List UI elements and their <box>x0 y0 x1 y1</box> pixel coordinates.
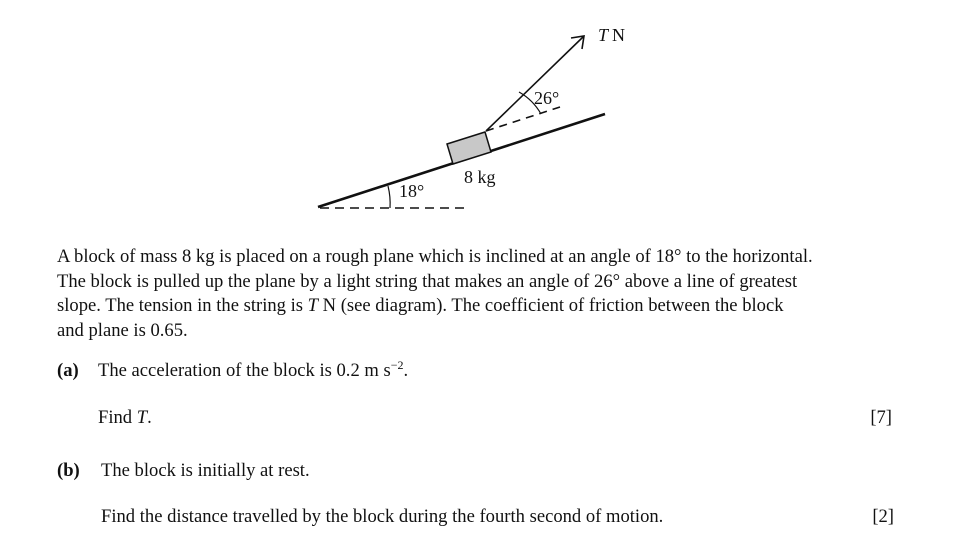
incline-angle-label: 18° <box>399 181 425 201</box>
part-a-task-b: . <box>147 407 152 428</box>
tension-label-var: T <box>598 25 609 45</box>
stem-line-3-var: T <box>307 295 318 316</box>
question-stem <box>57 245 895 343</box>
part-a-statement-exp: −2 <box>390 358 404 372</box>
stem-line-3 <box>57 294 895 319</box>
stem-line-2: The block is pulled up the plane by a light string that makes an angle of 26° above a line of greatest <box>57 270 798 292</box>
part-b-task: Find the distance travelled by the block during the fourth second of motion. <box>101 506 664 527</box>
part-a-statement-b: . <box>403 360 409 381</box>
part-b-label: (b) <box>57 460 80 481</box>
part-a-statement-a: The acceleration of the block is 0.2 m s <box>98 360 391 381</box>
block <box>447 132 491 164</box>
mass-label: 8 kg <box>464 167 496 187</box>
part-a-task-a: Find <box>98 407 137 428</box>
slope-reference-line <box>486 107 560 131</box>
stem-line-3-a: slope. The tension in the string is <box>57 295 308 316</box>
string-angle-label: 26° <box>534 88 560 108</box>
tension-label <box>598 25 625 45</box>
part-a-task <box>98 407 152 429</box>
part-a-label: (a) <box>57 360 79 381</box>
inclined-plane-diagram <box>0 0 960 240</box>
string-line <box>486 37 583 131</box>
stem-line-3-b: N (see diagram). The coefficient of friction between the block <box>318 295 784 316</box>
tension-label-unit: N <box>612 25 626 45</box>
part-b-marks: [2] <box>872 506 894 527</box>
stem-line-1: A block of mass 8 kg is placed on a rough plane which is inclined at an angle of 18° to the horizontal. <box>57 246 813 267</box>
part-b-statement: The block is initially at rest. <box>101 460 310 481</box>
part-a-statement <box>98 360 408 382</box>
incline-angle-arc <box>388 186 390 208</box>
part-a-marks: [7] <box>870 407 892 428</box>
part-a-task-var: T <box>136 407 148 428</box>
stem-line-4: and plane is 0.65. <box>57 319 188 341</box>
